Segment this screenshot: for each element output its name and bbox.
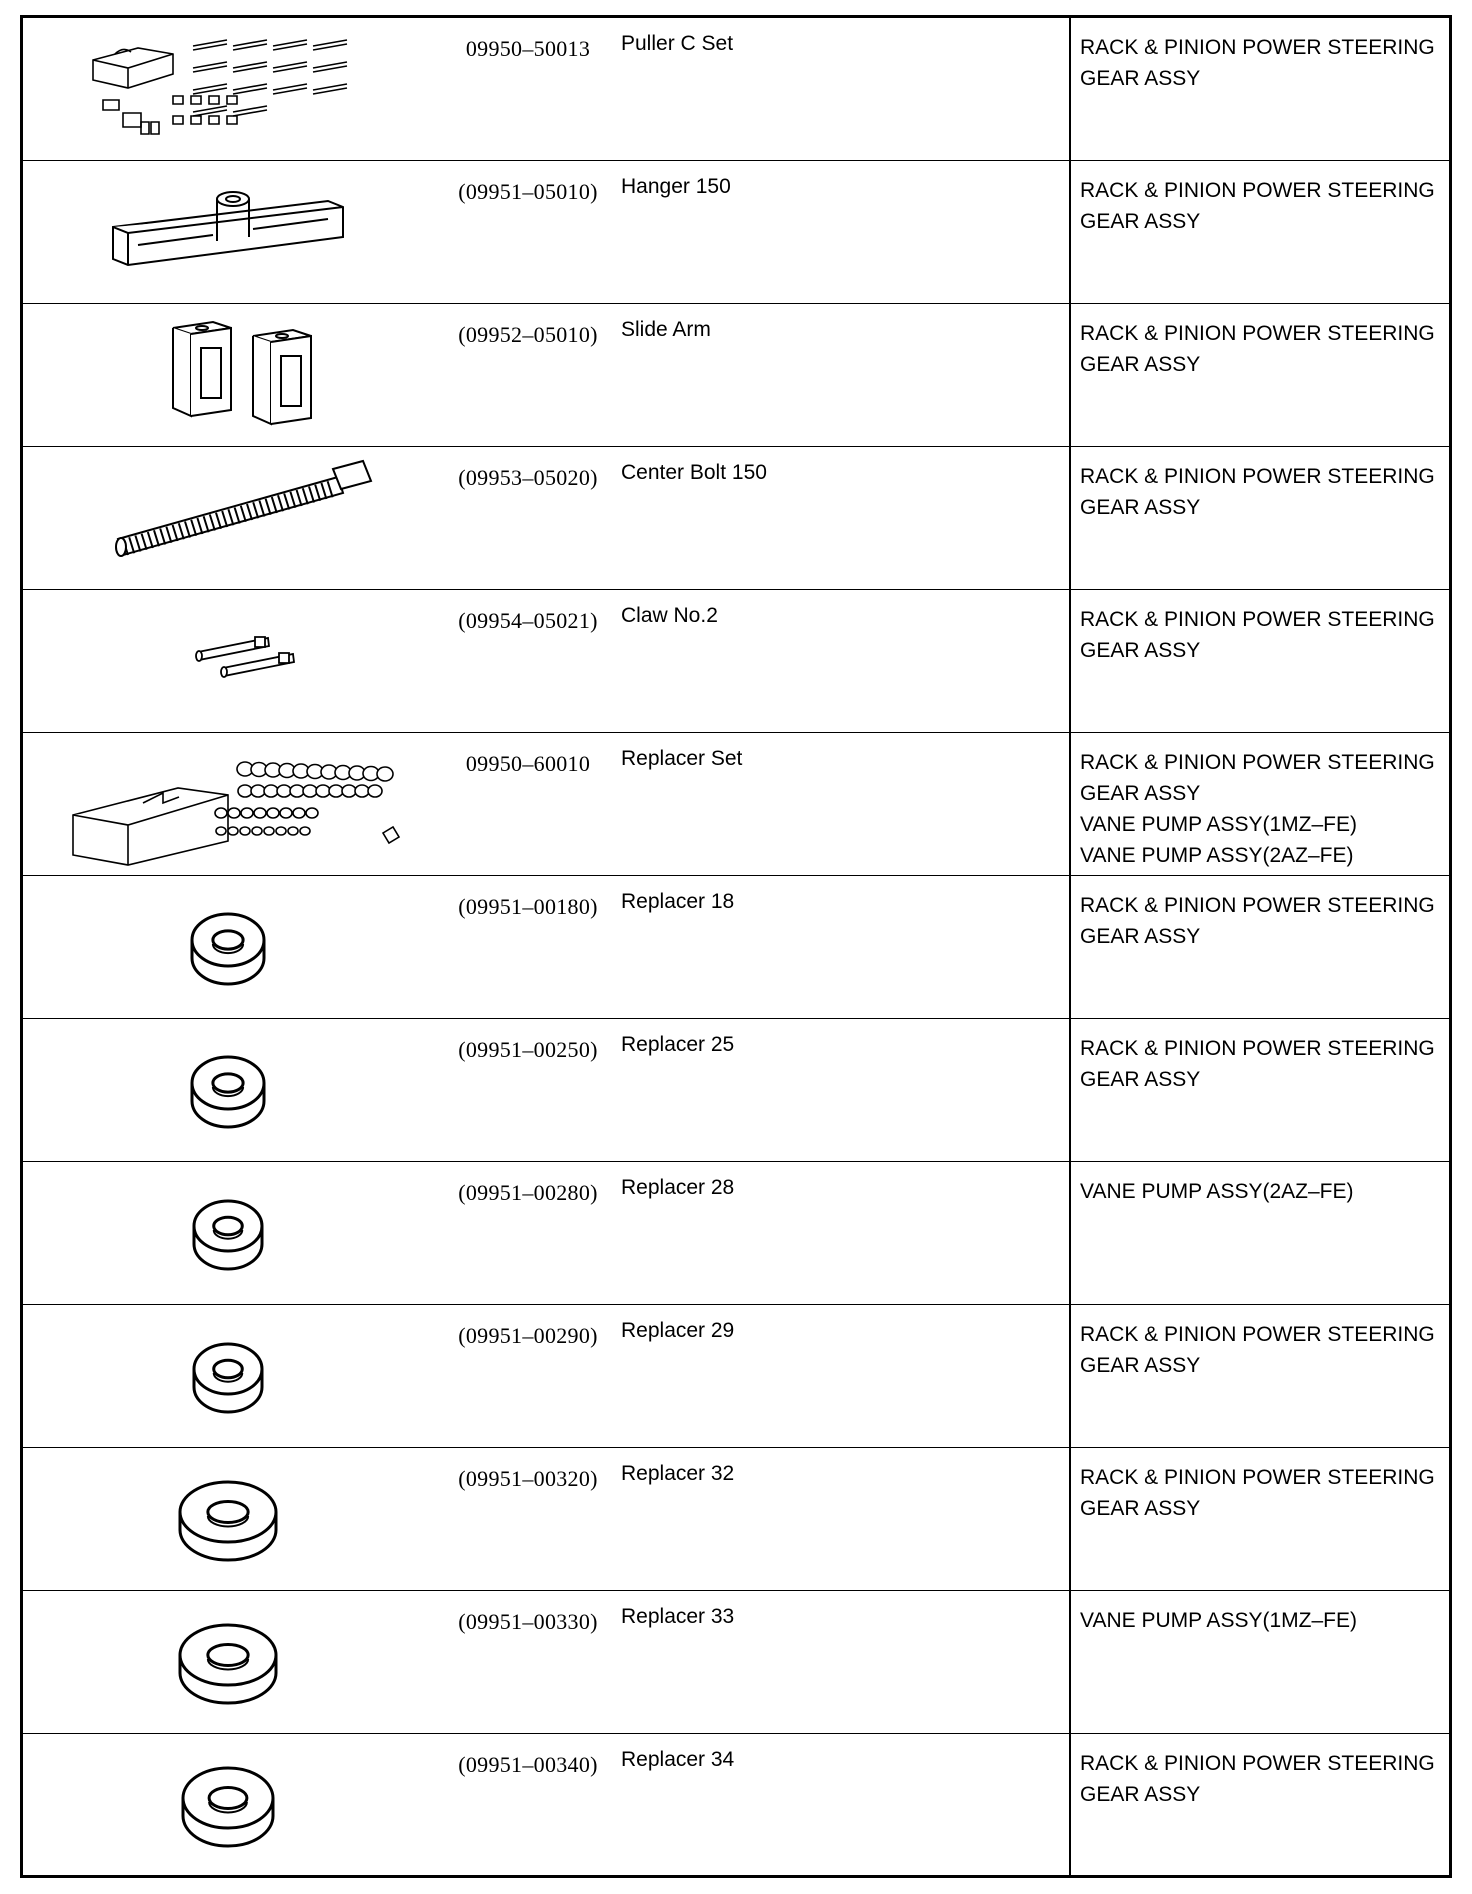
- puller-c-set-illustration: [23, 18, 433, 161]
- table-row: [23, 590, 1449, 733]
- application-line: RACK & PINION POWER STEERING: [1080, 608, 1435, 631]
- application-line: VANE PUMP ASSY(2AZ–FE): [1080, 844, 1354, 867]
- application-cell: [1080, 604, 1450, 666]
- application-line: RACK & PINION POWER STEERING: [1080, 1466, 1435, 1489]
- application-cell: [1080, 1462, 1450, 1524]
- application-line: RACK & PINION POWER STEERING: [1080, 1752, 1435, 1775]
- table-row: [23, 1591, 1449, 1734]
- column-divider: [1069, 447, 1071, 589]
- application-line: GEAR ASSY: [1080, 1497, 1201, 1520]
- table-row: [23, 18, 1449, 161]
- application-line: VANE PUMP ASSY(1MZ–FE): [1080, 813, 1357, 836]
- hanger-illustration: [23, 161, 433, 304]
- application-line: GEAR ASSY: [1080, 925, 1201, 948]
- replacer-illustration: [23, 1162, 433, 1305]
- application-cell: [1080, 747, 1450, 871]
- special-tool-table: [20, 15, 1452, 1878]
- column-divider: [1069, 733, 1071, 875]
- tool-name: Replacer 33: [621, 1605, 735, 1628]
- ring-drawing: [180, 1482, 276, 1560]
- table-row: [23, 447, 1449, 590]
- slide-arm-illustration: [23, 304, 433, 447]
- application-cell: [1080, 1033, 1450, 1095]
- table-row: [23, 1162, 1449, 1305]
- replacer-illustration: [23, 1305, 433, 1448]
- replacer-set-illustration: [23, 733, 433, 876]
- tool-name: Hanger 150: [621, 175, 731, 198]
- application-line: RACK & PINION POWER STEERING: [1080, 322, 1435, 345]
- application-cell: [1080, 461, 1450, 523]
- ring-drawing: [183, 1768, 273, 1846]
- application-line: GEAR ASSY: [1080, 496, 1201, 519]
- tool-name: Replacer Set: [621, 747, 743, 770]
- application-line: GEAR ASSY: [1080, 639, 1201, 662]
- table-row: [23, 304, 1449, 447]
- column-divider: [1069, 590, 1071, 732]
- part-number: (09951–00340): [458, 1752, 598, 1777]
- application-cell: [1080, 175, 1450, 237]
- tool-name: Claw No.2: [621, 604, 718, 627]
- tool-name: Replacer 32: [621, 1462, 735, 1485]
- claw-illustration: [23, 590, 433, 733]
- replacer-illustration: [23, 1734, 433, 1877]
- application-cell: [1080, 318, 1450, 380]
- application-cell: [1080, 1748, 1450, 1810]
- application-line: RACK & PINION POWER STEERING: [1080, 179, 1435, 202]
- table-row: [23, 1305, 1449, 1448]
- column-divider: [1069, 1019, 1071, 1161]
- application-line: GEAR ASSY: [1080, 67, 1201, 90]
- column-divider: [1069, 161, 1071, 303]
- table-row: [23, 733, 1449, 876]
- tool-name: Replacer 28: [621, 1176, 735, 1199]
- ring-drawing: [194, 1201, 262, 1269]
- column-divider: [1069, 1448, 1071, 1590]
- tool-name: Center Bolt 150: [621, 461, 767, 484]
- application-line: GEAR ASSY: [1080, 353, 1201, 376]
- application-line: VANE PUMP ASSY(2AZ–FE): [1080, 1180, 1354, 1203]
- ring-drawing: [194, 1344, 262, 1412]
- application-line: GEAR ASSY: [1080, 1068, 1201, 1091]
- tool-name: Slide Arm: [621, 318, 711, 341]
- application-line: GEAR ASSY: [1080, 1783, 1201, 1806]
- part-number: (09953–05020): [458, 465, 598, 490]
- column-divider: [1069, 304, 1071, 446]
- part-number: (09951–00330): [458, 1609, 598, 1634]
- part-number: (09951–05010): [458, 179, 598, 204]
- table-row: [23, 1448, 1449, 1591]
- application-line: GEAR ASSY: [1080, 210, 1201, 233]
- application-line: RACK & PINION POWER STEERING: [1080, 36, 1435, 59]
- part-number: 09950–50013: [465, 36, 591, 61]
- application-line: GEAR ASSY: [1080, 1354, 1201, 1377]
- tool-name: Replacer 18: [621, 890, 735, 913]
- replacer-illustration: [23, 1019, 433, 1162]
- column-divider: [1069, 1162, 1071, 1304]
- replacer-illustration: [23, 876, 433, 1019]
- tool-name: Replacer 34: [621, 1748, 735, 1771]
- application-line: RACK & PINION POWER STEERING: [1080, 465, 1435, 488]
- application-cell: [1080, 1319, 1450, 1381]
- column-divider: [1069, 1734, 1071, 1877]
- replacer-illustration: [23, 1591, 433, 1734]
- part-number: (09951–00280): [458, 1180, 598, 1205]
- ring-drawing: [192, 1057, 264, 1127]
- part-number: (09954–05021): [458, 608, 598, 633]
- ring-drawing: [192, 914, 264, 984]
- table-row: [23, 161, 1449, 304]
- part-number: (09951–00250): [458, 1037, 598, 1062]
- application-cell: [1080, 890, 1450, 952]
- application-cell: [1080, 32, 1450, 94]
- application-line: VANE PUMP ASSY(1MZ–FE): [1080, 1609, 1357, 1632]
- column-divider: [1069, 876, 1071, 1018]
- column-divider: [1069, 18, 1071, 160]
- column-divider: [1069, 1591, 1071, 1733]
- application-line: RACK & PINION POWER STEERING: [1080, 1037, 1435, 1060]
- part-number: (09951–00320): [458, 1466, 598, 1491]
- tool-name: Puller C Set: [621, 32, 734, 55]
- part-number: (09951–00180): [458, 894, 598, 919]
- table-row: [23, 876, 1449, 1019]
- part-number: (09951–00290): [458, 1323, 598, 1348]
- part-number: (09952–05010): [458, 322, 598, 347]
- column-divider: [1069, 1305, 1071, 1447]
- replacer-illustration: [23, 1448, 433, 1591]
- center-bolt-illustration: [23, 447, 433, 590]
- application-cell: [1080, 1176, 1450, 1207]
- application-line: RACK & PINION POWER STEERING: [1080, 1323, 1435, 1346]
- table-row: [23, 1019, 1449, 1162]
- application-line: RACK & PINION POWER STEERING: [1080, 894, 1435, 917]
- table-row: [23, 1734, 1449, 1877]
- application-cell: [1080, 1605, 1450, 1636]
- application-line: RACK & PINION POWER STEERING: [1080, 751, 1435, 774]
- tool-name: Replacer 29: [621, 1319, 735, 1342]
- application-line: GEAR ASSY: [1080, 782, 1201, 805]
- ring-drawing: [180, 1625, 276, 1703]
- part-number: 09950–60010: [465, 751, 591, 776]
- tool-name: Replacer 25: [621, 1033, 735, 1056]
